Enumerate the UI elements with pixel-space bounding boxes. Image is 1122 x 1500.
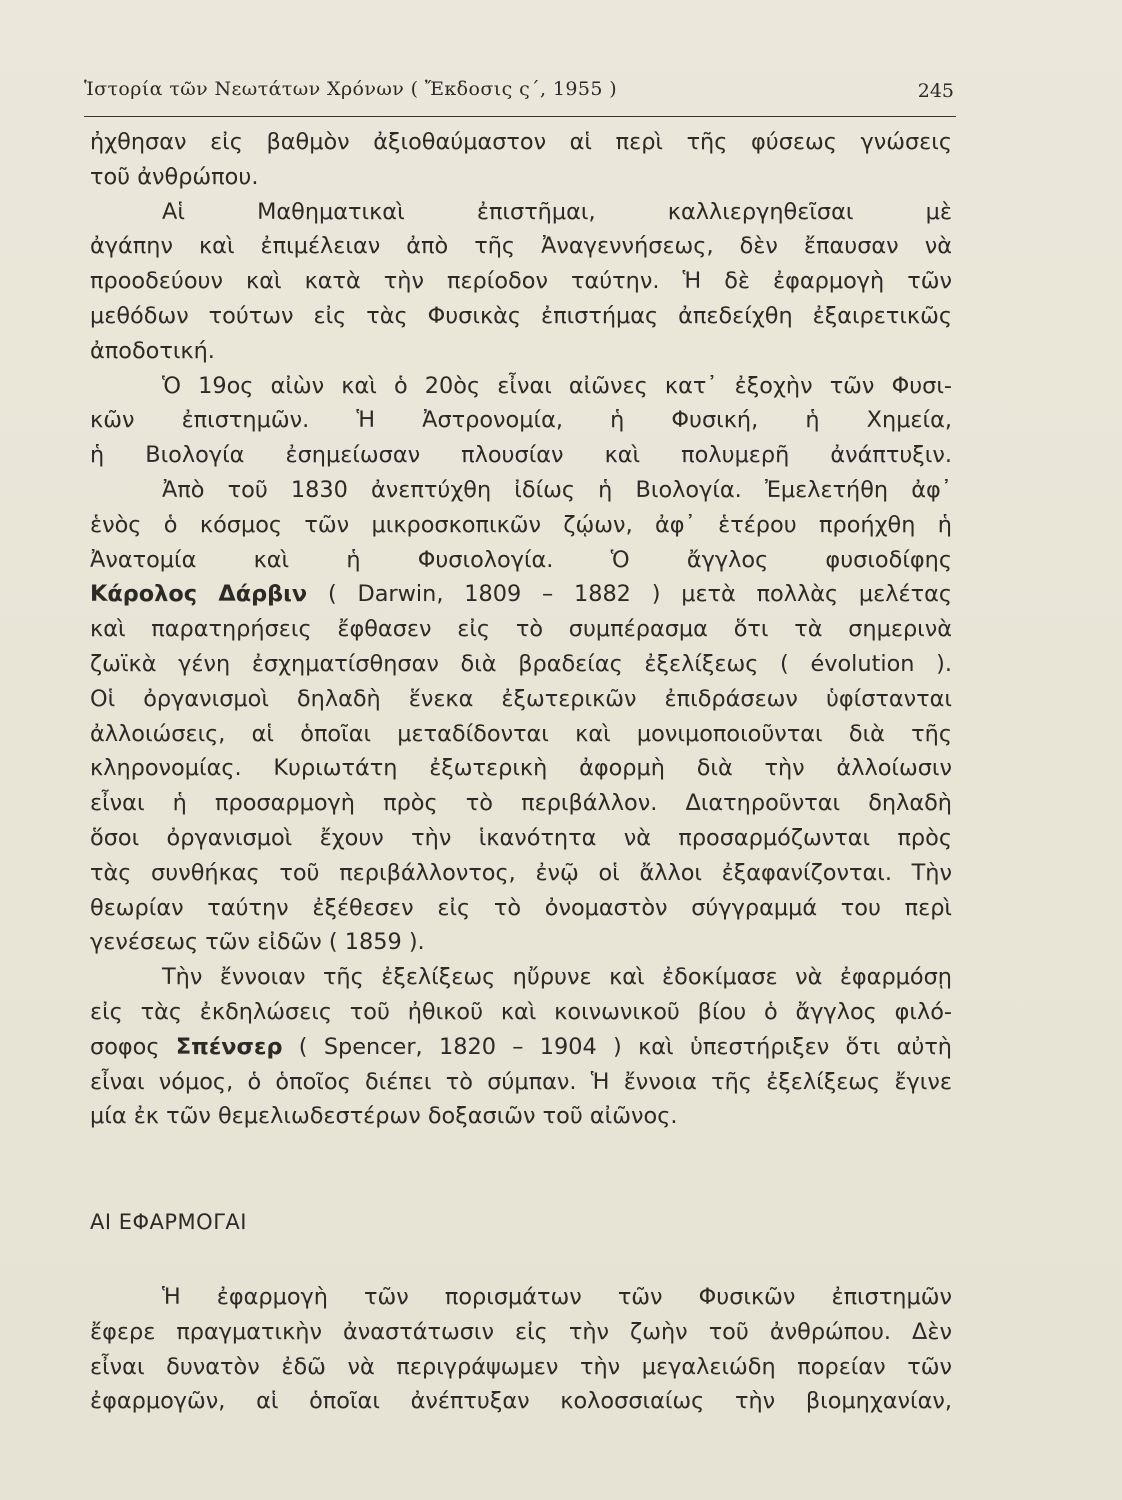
- header-title: Ἱστορία τῶν Νεωτάτων Χρόνων ( Ἔκδοσις ς΄, 1955 ): [84, 78, 618, 100]
- text-line: Τὴν ἔννοιαν τῆς ἐξελίξεως ηὔρυνε καὶ ἐδοκίμασε νὰ ἐφαρμόσῃ: [162, 964, 952, 991]
- text-line: Ἀπὸ τοῦ 1830 ἀνεπτύχθη ἰδίως ἡ Βιολογία. Ἐμελετήθη ἀφ᾽: [162, 476, 952, 503]
- section-text: [90, 1280, 952, 1419]
- text-line: Οἱ ὀργανισμοὶ δηλαδὴ ἕνεκα ἐξωτερικῶν ἐπιδράσεων ὑφίστανται: [90, 685, 952, 712]
- text-line: εἶναι δυνατὸν ἐδῶ νὰ περιγράψωμεν τὴν μεγαλειώδη πορείαν τῶν: [90, 1353, 952, 1380]
- text-line: εἶναι ἡ προσαρμογὴ πρὸς τὸ περιβάλλον. Διατηροῦνται δηλαδὴ: [90, 790, 952, 817]
- text-line: κῶν ἐπιστημῶν. Ἡ Ἀστρονομία, ἡ Φυσική, ἡ Χημεία,: [90, 407, 952, 434]
- text-line: ἀποδοτική.: [90, 337, 215, 364]
- text-line: ἡ Βιολογία ἐσημείωσαν πλουσίαν καὶ πολυμερῆ ἀνάπτυξιν.: [90, 442, 952, 469]
- text-line: κληρονομίας. Κυριωτάτη ἐξωτερικὴ ἀφορμὴ διὰ τὴν ἀλλοίωσιν: [90, 755, 952, 782]
- text-line: γενέσεως τῶν εἰδῶν ( 1859 ).: [90, 929, 425, 956]
- text-line: ἑνὸς ὁ κόσμος τῶν μικροσκοπικῶν ζῴων, ἀφ᾽ ἑτέρου προήχθη ἡ: [90, 511, 952, 538]
- text-line: ἠχθησαν εἰς βαθμὸν ἀξιοθαύμαστον αἱ περὶ τῆς φύσεως γνώσεις: [90, 129, 952, 155]
- text-line: τὰς συνθήκας τοῦ περιβάλλοντος, ἐνῷ οἱ ἄλλοι ἐξαφανίζονται. Τὴν: [90, 859, 952, 886]
- section-title: ΑΙ ΕΦΑΡΜΟΓΑΙ: [90, 1210, 247, 1234]
- text-line: μία ἐκ τῶν θεμελιωδεστέρων δοξασιῶν τοῦ αἰῶνος.: [90, 1103, 678, 1130]
- page-number: 245: [917, 80, 954, 102]
- text-line: ζωϊκὰ γένη ἐσχηματίσθησαν διὰ βραδείας ἐξελίξεως ( évolution ).: [90, 650, 952, 677]
- text-line: ἀγάπην καὶ ἐπιμέλειαν ἀπὸ τῆς Ἀναγεννήσεως, δὲν ἔπαυσαν νὰ: [90, 233, 952, 260]
- text-line: Ὁ 19ος αἰὼν καὶ ὁ 20ὸς εἶναι αἰῶνες κατ᾽ ἐξοχὴν τῶν Φυσι-: [162, 372, 952, 399]
- text-line: προοδεύουν καὶ κατὰ τὴν περίοδον ταύτην. Ἡ δὲ ἐφαρμογὴ τῶν: [90, 268, 952, 295]
- text-line: θεωρίαν ταύτην ἐξέθεσεν εἰς τὸ ὀνομαστὸν σύγγραμμά του περὶ: [90, 894, 952, 921]
- text-line: Αἱ Μαθηματικαὶ ἐπιστῆμαι, καλλιεργηθεῖσαι μὲ: [162, 198, 952, 225]
- text-line: εἶναι νόμος, ὁ ὁποῖος διέπει τὸ σύμπαν. Ἡ ἔννοια τῆς ἐξελίξεως ἔγινε: [90, 1068, 952, 1095]
- text-line: μεθόδων τούτων εἰς τὰς Φυσικὰς ἐπιστήμας ἀπεδείχθη ἐξαιρετικῶς: [90, 302, 952, 329]
- text-line: ἐφαρμογῶν, αἱ ὁποῖαι ἀνέπτυξαν κολοσσιαίως τὴν βιομηχανίαν,: [90, 1388, 952, 1415]
- text-line: ὅσοι ὀργανισμοὶ ἔχουν τὴν ἱκανότητα νὰ προσαρμόζωνται πρὸς: [90, 824, 952, 851]
- text-line: Ἡ ἐφαρμογὴ τῶν πορισμάτων τῶν Φυσικῶν ἐπιστημῶν: [162, 1284, 952, 1310]
- text-line: τοῦ ἀνθρώπου.: [90, 163, 259, 190]
- text-line: καὶ παρατηρήσεις ἔφθασεν εἰς τὸ συμπέρασμα ὅτι τὰ σημερινὰ: [90, 616, 952, 643]
- text-line: Ἀνατομία καὶ ἡ Φυσιολογία. Ὁ ἄγγλος φυσιοδίφης: [90, 546, 952, 573]
- text-line: ἀλλοιώσεις, αἱ ὁποῖαι μεταδίδονται καὶ μονιμοποιοῦνται διὰ τῆς: [90, 720, 952, 747]
- text-line-darwin: Κάρολος Δάρβιν ( Darwin, 1809 – 1882 ) μετὰ πολλὰς μελέτας: [90, 581, 952, 608]
- text-line-spencer: σοφος Σπένσερ ( Spencer, 1820 – 1904 ) καὶ ὑπεστήριξεν ὅτι αὐτὴ: [90, 1033, 952, 1060]
- text-line: ἔφερε πραγματικὴν ἀναστάτωσιν εἰς τὴν ζωὴν τοῦ ἀνθρώπου. Δὲν: [90, 1318, 952, 1345]
- main-text: [90, 125, 952, 1134]
- running-header: [84, 68, 956, 117]
- text-line: εἰς τὰς ἐκδηλώσεις τοῦ ἠθικοῦ καὶ κοινωνικοῦ βίου ὁ ἄγγλος φιλό-: [90, 998, 952, 1025]
